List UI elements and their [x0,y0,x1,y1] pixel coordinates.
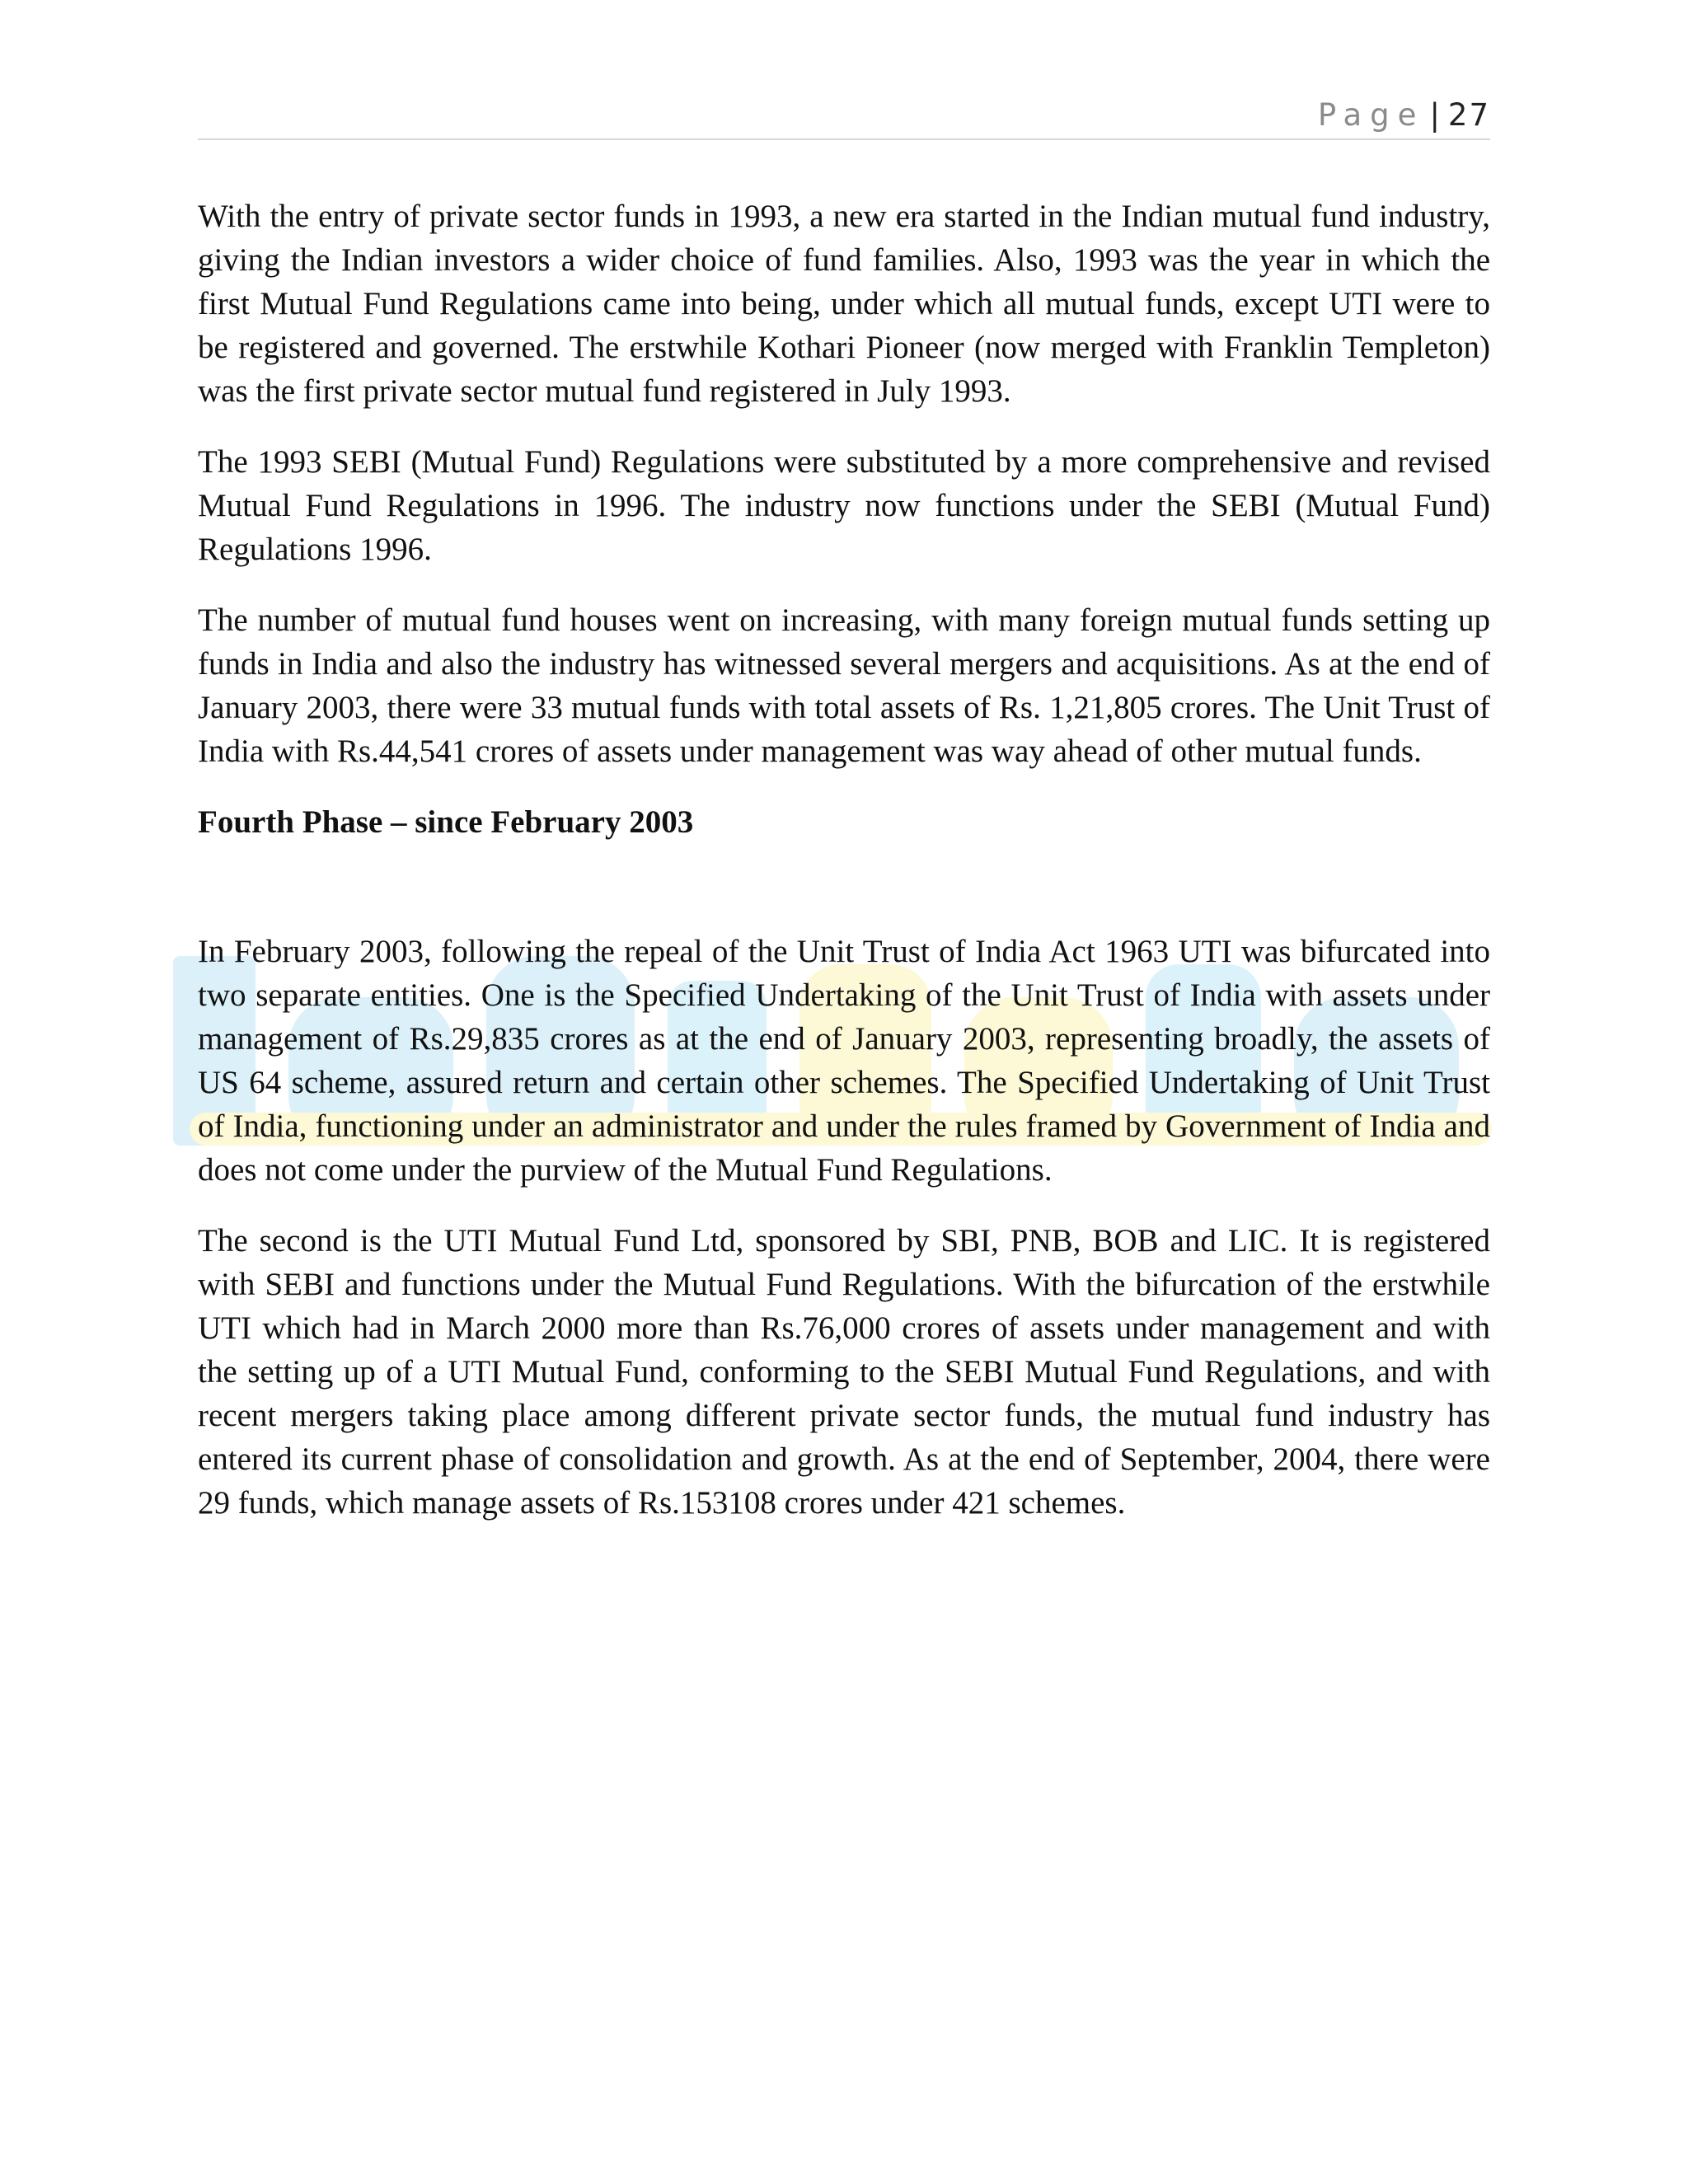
section-heading-fourth-phase: Fourth Phase – since February 2003 [198,804,694,840]
paragraph-sebi-regulations: The 1993 SEBI (Mutual Fund) Regulations were substituted by a more comprehensive and revised Mutual Fund Regulations in 1996. The industry now functions under the SEBI (Mutual Fund) Regulations 1996. [198,444,1490,567]
page-number: 27 [1447,97,1490,133]
page-header [198,92,1490,140]
paragraph-fund-houses-growth: The number of mutual fund houses went on increasing, with many foreign mutual funds setting up funds in India and also the industry has witnessed several mergers and acquisitions. As at the end of January 2003, there were 33 mutual funds with total assets of Rs. 1,21,805 crores. The Unit Trust of India with Rs.44,541 crores of assets under management was way ahead of other mutual funds. [198,602,1490,769]
page-number-line [1318,97,1490,134]
page-separator: | [1429,97,1440,133]
paragraph-uti-mutual-fund: The second is the UTI Mutual Fund Ltd, sponsored by SBI, PNB, BOB and LIC. It is registered with SEBI and functions under the Mutual Fund Regulations. With the bifurcation of the erstwhile UTI which had in March 2000 more than Rs.76,000 crores of assets under management and with the setting up of a UTI Mutual Fund, conforming to the SEBI Mutual Fund Regulations, and with recent mergers taking place among different private sector funds, the mutual fund industry has entered its current phase of consolidation and growth. As at the end of September, 2004, there were 29 funds, which manage assets of Rs.153108 crores under 421 schemes. [198,1223,1490,1521]
page-label: Page [1317,97,1425,133]
paragraph-uti-bifurcation: In February 2003, following the repeal of the Unit Trust of India Act 1963 UTI was bifurcated into two separate entities. One is the Specified Undertaking of the Unit Trust of India with assets under management of Rs.29,835 crores as at the end of January 2003, representing broadly, the assets of US 64 scheme, assured return and certain other schemes. The Specified Undertaking of Unit Trust of India, functioning under an administrator and under the rules framed by Government of India and does not come under the purview of the Mutual Fund Regulations. [198,934,1490,1188]
document-body [198,194,1490,1552]
paragraph-private-sector-entry: With the entry of private sector funds in 1993, a new era started in the Indian mutual fund industry, giving the Indian investors a wider choice of fund families. Also, 1993 was the year in which the first Mutual Fund Regulations came into being, under which all mutual funds, except UTI were to be registered and governed. The erstwhile Kothari Pioneer (now merged with Franklin Templeton) was the first private sector mutual fund registered in July 1993. [198,199,1490,409]
